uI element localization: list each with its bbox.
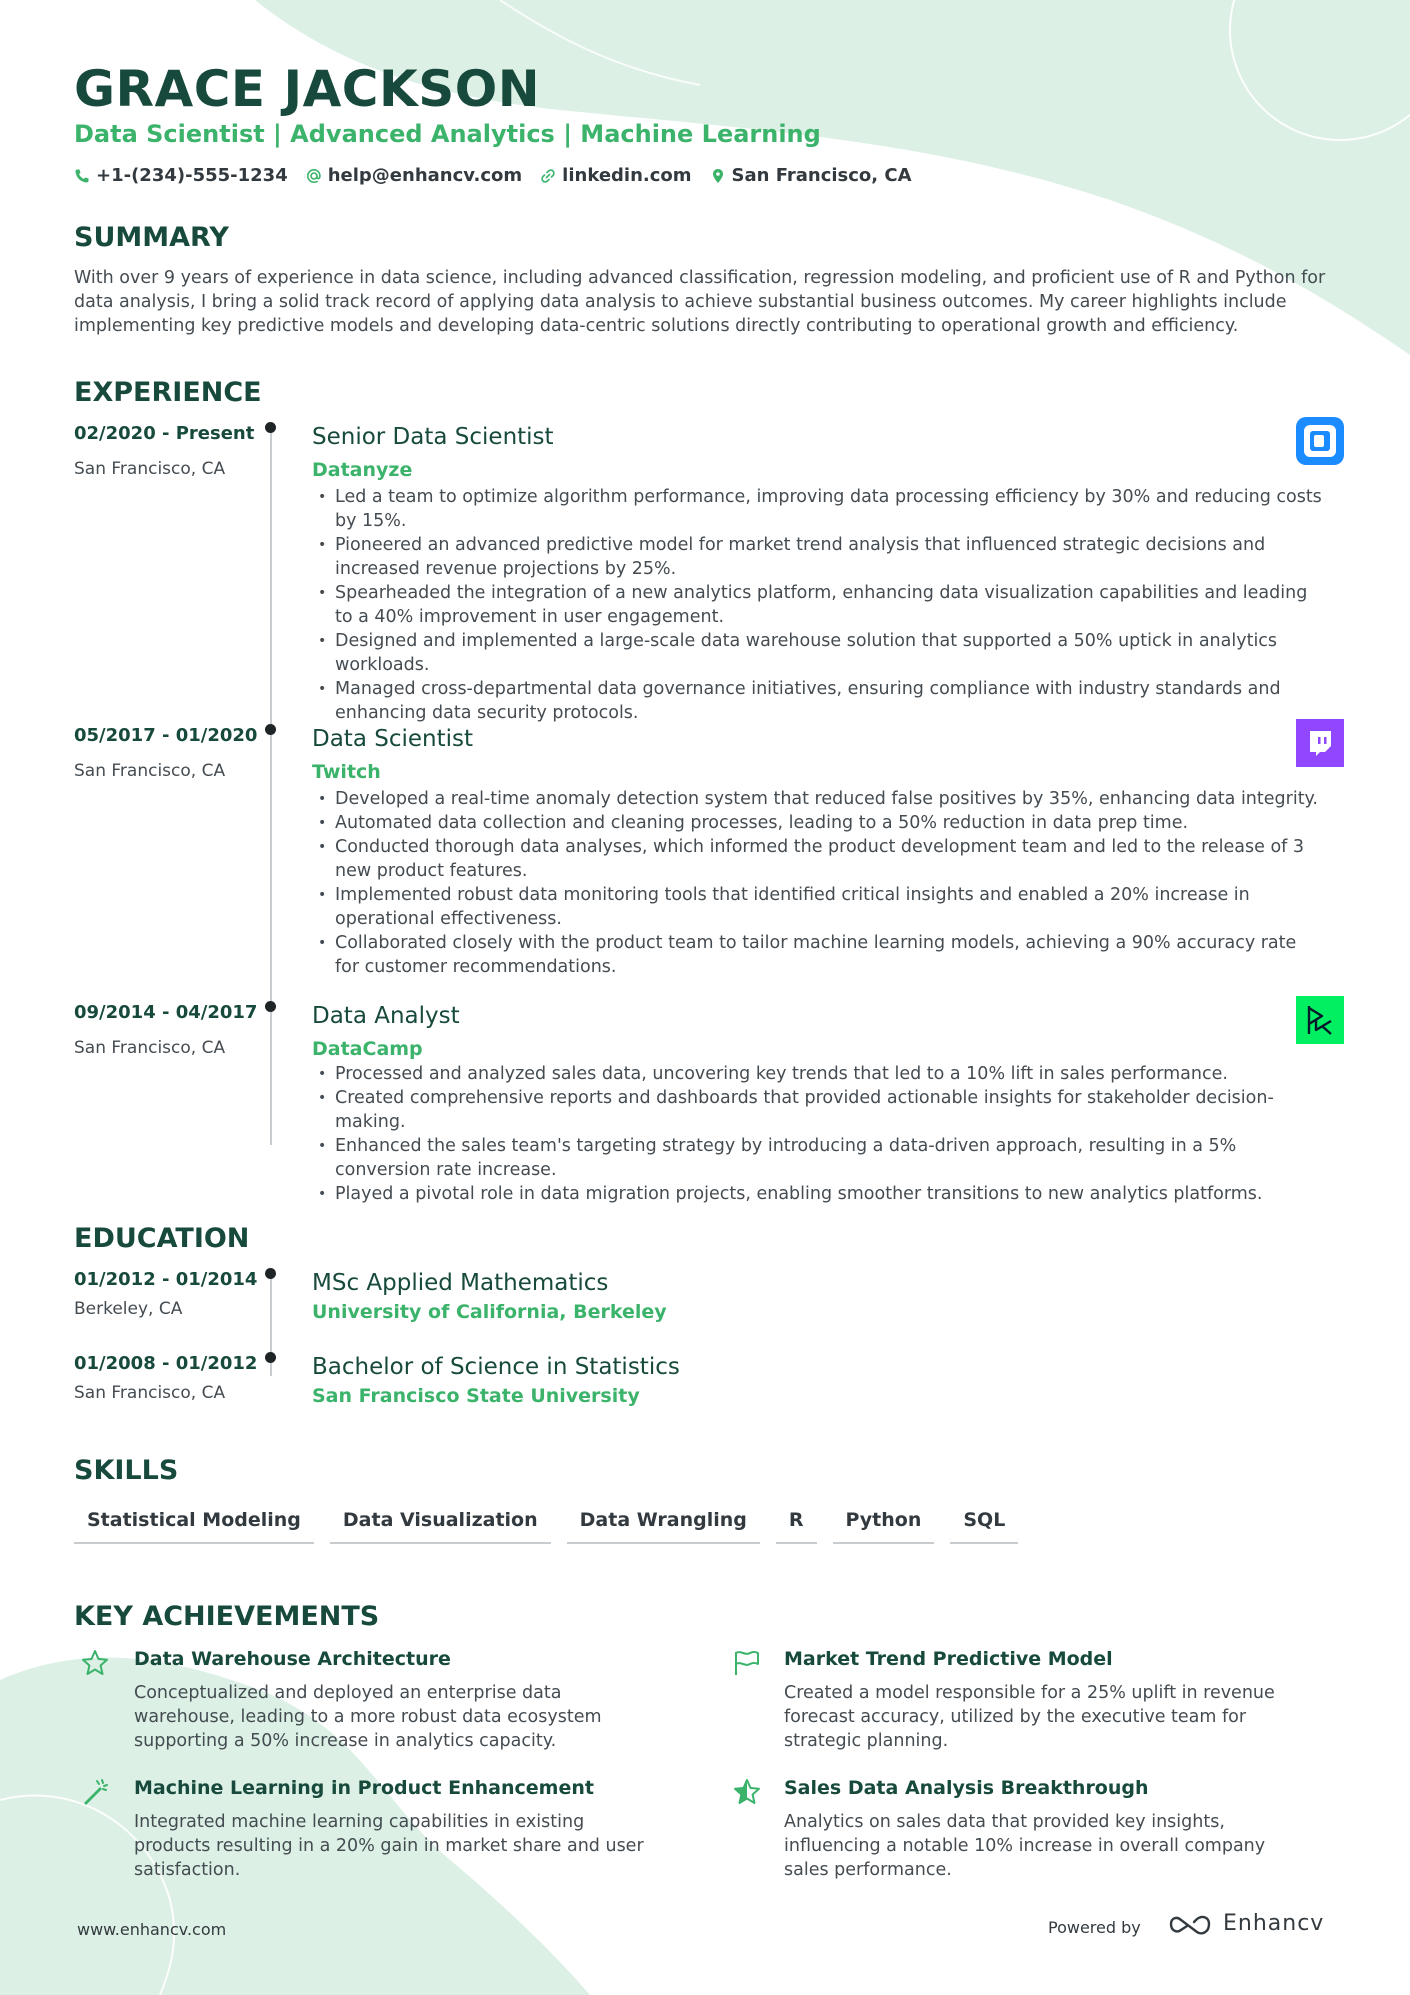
contact-linkedin-text: linkedin.com — [562, 165, 692, 186]
contact-phone-text: +1-(234)-555-1234 — [96, 165, 288, 186]
skill-tag: Statistical Modeling — [74, 1505, 314, 1544]
job-bullet: • Spearheaded the integration of a new analytics platform, enhancing data visualization capabilities and leading to a 40% improvement in user engagement. — [312, 581, 1322, 629]
education-dates: 01/2008 - 01/2012 — [74, 1353, 258, 1374]
skill-tag: Python — [833, 1505, 935, 1544]
job-location: San Francisco, CA — [74, 761, 226, 781]
summary-text: With over 9 years of experience in data science, including advanced classification, regression modeling, and proficient use of R and Python for data analysis, I bring a solid track record of applying data analysis to achieve substantial business outcomes. My career highlights include implementing key predictive models and developing data-centric solutions directly contributing to operational growth and efficiency. — [74, 268, 1326, 336]
link-icon — [540, 168, 556, 184]
achievements-heading: KEY ACHIEVEMENTS — [74, 1601, 380, 1632]
job-bullet: • Designed and implemented a large-scale data warehouse solution that supported a 50% uptick in analytics workloads. — [312, 629, 1322, 677]
timeline-dot — [265, 422, 276, 433]
job-bullet: • Processed and analyzed sales data, uncovering key trends that led to a 10% lift in sales performance. — [312, 1062, 1322, 1086]
location-icon — [710, 168, 726, 184]
job-dates: 09/2014 - 04/2017 — [74, 1002, 258, 1023]
footer-brand[interactable] — [1167, 1911, 1324, 1936]
twitch-logo — [1296, 719, 1344, 767]
enhancv-logo-icon — [1167, 1912, 1213, 1936]
job-dates: 02/2020 - Present — [74, 423, 255, 444]
job-bullet: • Conducted thorough data analyses, which informed the product development team and led to the release of 3 new product features. — [312, 835, 1322, 883]
contact-email-text: help@enhancv.com — [327, 165, 523, 186]
achievement-description: Created a model responsible for a 25% uplift in revenue forecast accuracy, utilized by the executive team for strategic planning. — [784, 1683, 1275, 1751]
achievement-title: Data Warehouse Architecture — [134, 1648, 451, 1670]
skills-list — [74, 1505, 1018, 1544]
timeline-dot — [265, 1001, 276, 1012]
contact-row — [74, 165, 912, 186]
education-location: Berkeley, CA — [74, 1299, 183, 1319]
skill-tag: SQL — [950, 1505, 1018, 1544]
job-bullet: • Developed a real-time anomaly detection system that reduced false positives by 35%, enhancing data integrity. — [312, 787, 1322, 811]
job-role: Senior Data Scientist — [312, 424, 554, 450]
education-details — [312, 1353, 680, 1407]
job-location: San Francisco, CA — [74, 1038, 226, 1058]
job-details — [312, 423, 1322, 725]
education-degree: Bachelor of Science in Statistics — [312, 1354, 680, 1380]
education-degree: MSc Applied Mathematics — [312, 1270, 609, 1296]
job-bullet: • Automated data collection and cleaning processes, leading to a 50% reduction in data prep time. — [312, 811, 1322, 835]
candidate-title: Data Scientist | Advanced Analytics | Machine Learning — [74, 120, 821, 148]
experience-heading: EXPERIENCE — [74, 377, 262, 408]
timeline-dot — [265, 1268, 276, 1279]
job-bullet: • Played a pivotal role in data migration projects, enabling smoother transitions to new analytics platforms. — [312, 1182, 1322, 1206]
education-heading: EDUCATION — [74, 1223, 250, 1254]
job-bullet: • Led a team to optimize algorithm performance, improving data processing efficiency by 30% and reducing costs by 15%. — [312, 485, 1322, 533]
skill-tag: Data Wrangling — [567, 1505, 760, 1544]
job-role: Data Scientist — [312, 726, 473, 752]
datanyze-logo — [1296, 417, 1344, 465]
at-icon — [306, 168, 322, 184]
job-location: San Francisco, CA — [74, 459, 226, 479]
timeline-dot — [265, 724, 276, 735]
timeline-dot — [265, 1352, 276, 1363]
job-bullet: • Collaborated closely with the product team to tailor machine learning models, achieving a 90% accuracy rate for customer recommendations. — [312, 931, 1322, 979]
phone-icon — [74, 168, 90, 184]
job-details — [312, 1002, 1322, 1206]
job-role: Data Analyst — [312, 1003, 460, 1029]
star-outline-icon — [80, 1648, 110, 1678]
education-details — [312, 1269, 667, 1323]
contact-phone[interactable] — [74, 165, 288, 186]
achievement-description: Analytics on sales data that provided key insights, influencing a notable 10% increase in overall company sales performance. — [784, 1812, 1266, 1880]
job-bullet: • Implemented robust data monitoring tools that identified critical insights and enabled a 20% increase in operational effectiveness. — [312, 883, 1322, 931]
education-school[interactable]: San Francisco State University — [312, 1385, 640, 1407]
job-bullet: • Pioneered an advanced predictive model for market trend analysis that influenced strategic decisions and increased revenue projections by 25%. — [312, 533, 1322, 581]
skill-tag: Data Visualization — [330, 1505, 551, 1544]
magic-wand-icon — [80, 1777, 110, 1807]
achievement-description: Conceptualized and deployed an enterprise data warehouse, leading to a more robust data ecosystem supporting a 50% increase in analytics capacity. — [134, 1683, 602, 1751]
job-dates: 05/2017 - 01/2020 — [74, 725, 258, 746]
job-company[interactable]: Datanyze — [312, 459, 413, 481]
job-company[interactable]: Twitch — [312, 761, 381, 783]
candidate-name: GRACE JACKSON — [74, 60, 541, 118]
achievement-title: Machine Learning in Product Enhancement — [134, 1777, 594, 1799]
job-company[interactable]: DataCamp — [312, 1038, 423, 1060]
education-dates: 01/2012 - 01/2014 — [74, 1269, 258, 1290]
summary-heading: SUMMARY — [74, 222, 229, 253]
skills-heading: SKILLS — [74, 1455, 179, 1486]
education-school[interactable]: University of California, Berkeley — [312, 1301, 667, 1323]
datacamp-logo — [1296, 996, 1344, 1044]
contact-linkedin[interactable] — [540, 165, 691, 186]
job-details — [312, 725, 1322, 979]
job-bullet: • Managed cross-departmental data governance initiatives, ensuring compliance with industry standards and enhancing data security protocols. — [312, 677, 1322, 725]
contact-location — [710, 165, 912, 186]
job-bullet: • Enhanced the sales team's targeting strategy by introducing a data-driven approach, resulting in a 5% conversion rate increase. — [312, 1134, 1322, 1182]
job-bullets — [312, 787, 1322, 979]
experience-timeline — [270, 425, 272, 1145]
achievement-description: Integrated machine learning capabilities in existing products resulting in a 20% gain in market share and user satisfaction. — [134, 1812, 644, 1880]
contact-location-text: San Francisco, CA — [731, 165, 912, 186]
skill-tag: R — [776, 1505, 817, 1544]
job-bullet: • Created comprehensive reports and dashboards that provided actionable insights for stakeholder decision-making. — [312, 1086, 1322, 1134]
star-half-icon — [732, 1777, 762, 1807]
job-bullets — [312, 485, 1322, 725]
contact-email[interactable] — [306, 165, 522, 186]
achievement-title: Sales Data Analysis Breakthrough — [784, 1777, 1149, 1799]
job-bullets — [312, 1062, 1322, 1206]
education-location: San Francisco, CA — [74, 1383, 226, 1403]
footer-url[interactable]: www.enhancv.com — [77, 1920, 227, 1939]
footer-powered-by: Powered by — [1048, 1918, 1141, 1937]
flag-icon — [732, 1648, 762, 1678]
achievement-title: Market Trend Predictive Model — [784, 1648, 1113, 1670]
footer-brand-name: Enhancv — [1223, 1911, 1325, 1936]
